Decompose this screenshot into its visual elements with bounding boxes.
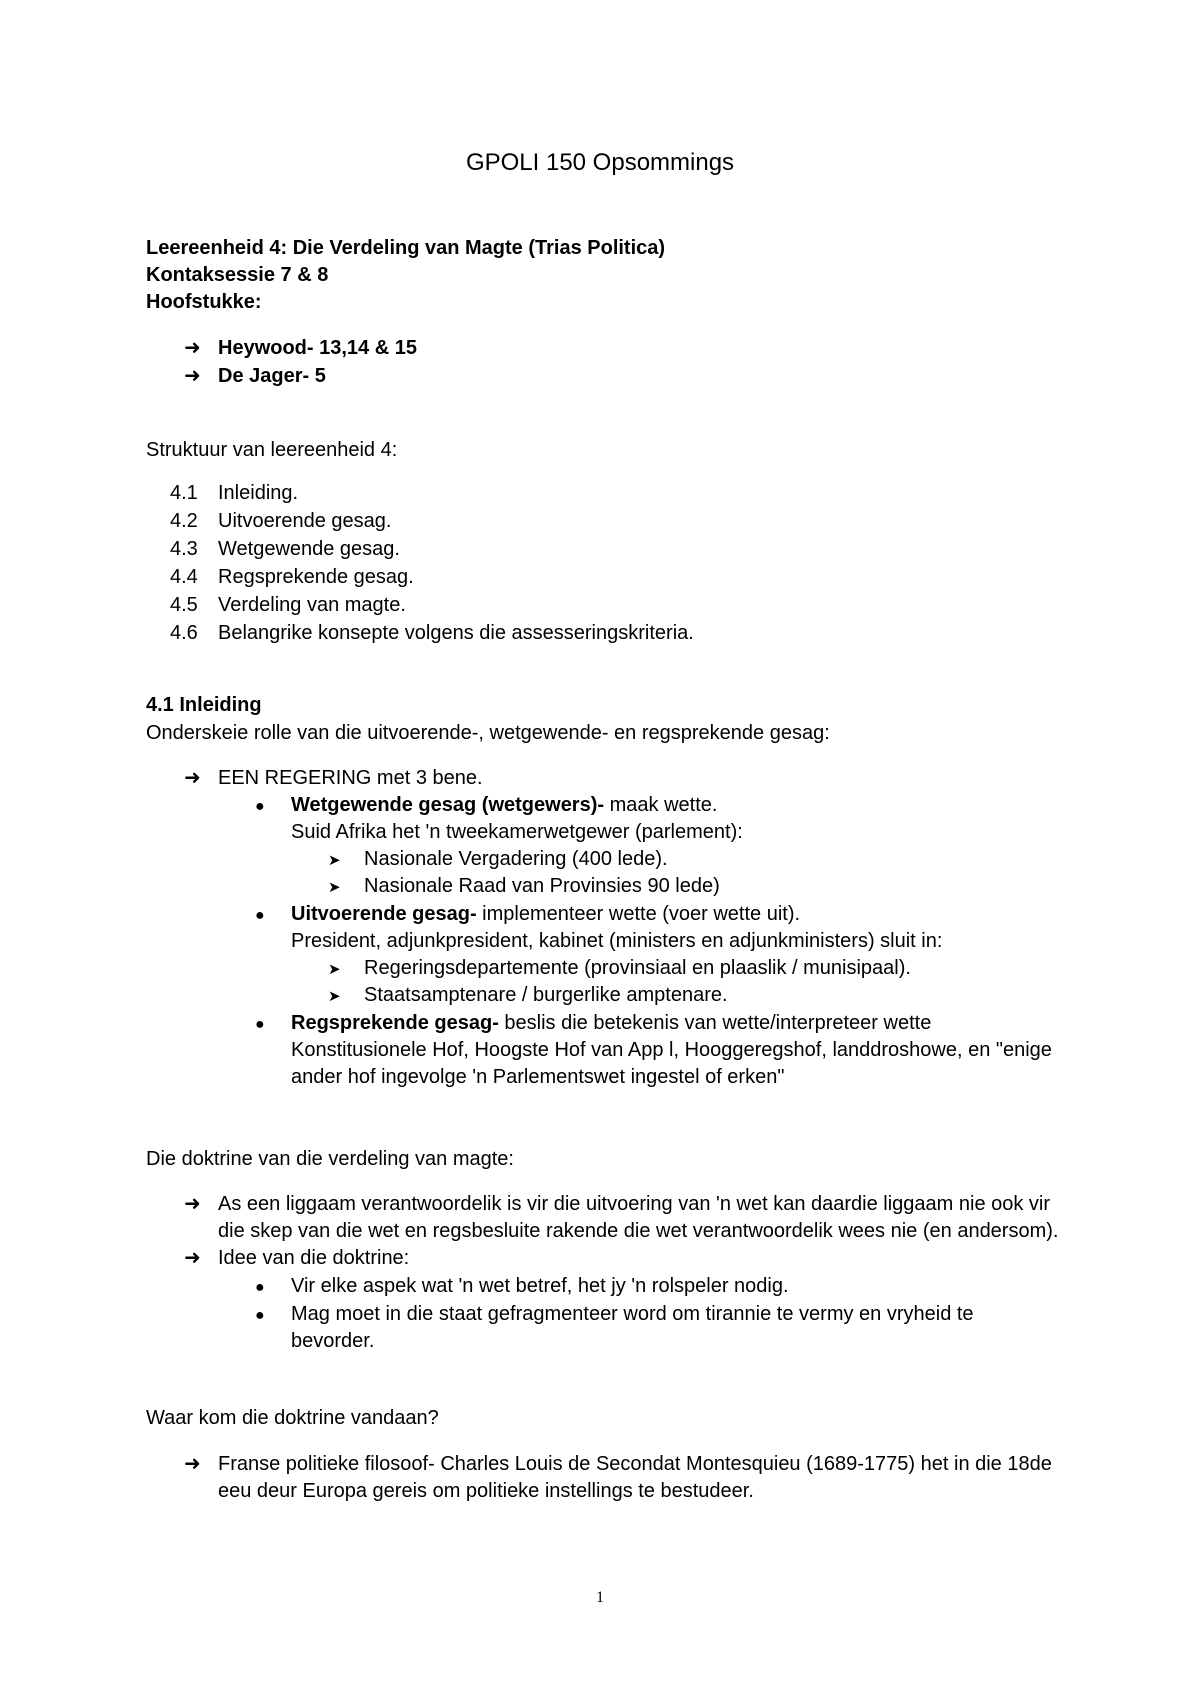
arrow-icon: ➜ [184,1193,201,1215]
list-item-continued: Konstitusionele Hof, Hoogste Hof van App l, Hooggeregshof, landdroshowe, en "enige [291,1039,1052,1061]
triangle-bullet-icon: ➤ [328,961,341,978]
list-item-continued: ander hof ingevolge 'n Parlementswet ingestel of erken" [291,1066,785,1088]
list-item-continued: eeu deur Europa gereis om politieke instellings te bestudeer. [218,1480,754,1502]
structure-item-text: Inleiding. [218,482,299,504]
list-item-continued: Suid Afrika het 'n tweekamerwetgewer (parlement): [291,821,743,843]
structure-item [170,564,414,591]
structure-item-text: Uitvoerende gesag. [218,510,392,532]
session-heading: Kontaksessie 7 & 8 [146,264,329,286]
sub-list-item: Regeringsdepartemente (provinsiaal en plaaslik / munisipaal). [364,957,911,979]
term-label: Wetgewende gesag (wetgewers)- [291,794,605,816]
structure-item [170,536,400,563]
unit-heading: Leereenheid 4: Die Verdeling van Magte (Trias Politica) [146,237,666,259]
arrow-icon: ➜ [184,337,201,359]
list-item-continued: die skep van die wet en regsbesluite rakende die wet verantwoordelik wees nie (en andersom). [218,1220,1059,1242]
bullet-icon: ● [255,798,265,815]
triangle-bullet-icon: ➤ [328,988,341,1005]
chapter-item: Heywood- 13,14 & 15 [218,337,417,359]
arrow-icon: ➜ [184,1453,201,1475]
list-item: Franse politieke filosoof- Charles Louis de Secondat Montesquieu (1689-1775) het in die 18de [218,1453,1052,1475]
triangle-bullet-icon: ➤ [328,879,341,896]
structure-heading: Struktuur van leereenheid 4: [146,439,398,461]
term-description: implementeer wette (voer wette uit). [476,903,801,925]
section-heading: 4.1 Inleiding [146,694,262,716]
list-item [291,1010,931,1037]
list-item-continued: President, adjunkpresident, kabinet (ministers en adjunkministers) sluit in: [291,930,943,952]
sub-list-item: Nasionale Vergadering (400 lede). [364,848,668,870]
term-description: beslis die betekenis van wette/interpreteer wette [498,1012,932,1034]
structure-item-number: 4.3 [170,538,198,560]
structure-item-number: 4.6 [170,622,198,644]
chapters-label: Hoofstukke: [146,291,262,313]
origin-heading: Waar kom die doktrine vandaan? [146,1407,439,1429]
term-description: maak wette. [604,794,718,816]
arrow-icon: ➜ [184,767,201,789]
list-item: As een liggaam verantwoordelik is vir die uitvoering van 'n wet kan daardie liggaam nie ook vir [218,1193,1051,1215]
structure-item [170,592,406,619]
sub-list-item: Staatsamptenare / burgerlike amptenare. [364,984,728,1006]
structure-item [170,508,391,535]
triangle-bullet-icon: ➤ [328,852,341,869]
list-item: Vir elke aspek wat 'n wet betref, het jy 'n rolspeler nodig. [291,1275,789,1297]
structure-item-text: Verdeling van magte. [218,594,406,616]
arrow-icon: ➜ [184,1247,201,1269]
list-item: Mag moet in die staat gefragmenteer word om tirannie te vermy en vryheid te [291,1303,974,1325]
bullet-icon: ● [255,1279,265,1296]
arrow-icon: ➜ [184,365,201,387]
list-item: Idee van die doktrine: [218,1247,410,1269]
structure-item-number: 4.2 [170,510,198,532]
structure-item-number: 4.5 [170,594,198,616]
bullet-icon: ● [255,1016,265,1033]
structure-item-text: Regsprekende gesag. [218,566,414,588]
structure-item [170,620,694,647]
list-item [291,792,717,819]
page-title: GPOLI 150 Opsommings [465,149,735,176]
page-number: 1 [596,1589,604,1606]
structure-item [170,480,298,507]
term-label: Regsprekende gesag- [291,1012,499,1034]
list-item: EEN REGERING met 3 bene. [218,767,483,789]
list-item-continued: bevorder. [291,1330,375,1352]
structure-item-number: 4.4 [170,566,198,588]
bullet-icon: ● [255,907,265,924]
doctrine-heading: Die doktrine van die verdeling van magte: [146,1148,514,1170]
structure-item-number: 4.1 [170,482,198,504]
section-intro: Onderskeie rolle van die uitvoerende-, wetgewende- en regsprekende gesag: [146,722,830,744]
sub-list-item: Nasionale Raad van Provinsies 90 lede) [364,875,720,897]
chapter-item: De Jager- 5 [218,365,326,387]
term-label: Uitvoerende gesag- [291,903,477,925]
list-item [291,901,800,928]
structure-item-text: Belangrike konsepte volgens die assesseringskriteria. [218,622,694,644]
bullet-icon: ● [255,1307,265,1324]
structure-item-text: Wetgewende gesag. [218,538,400,560]
